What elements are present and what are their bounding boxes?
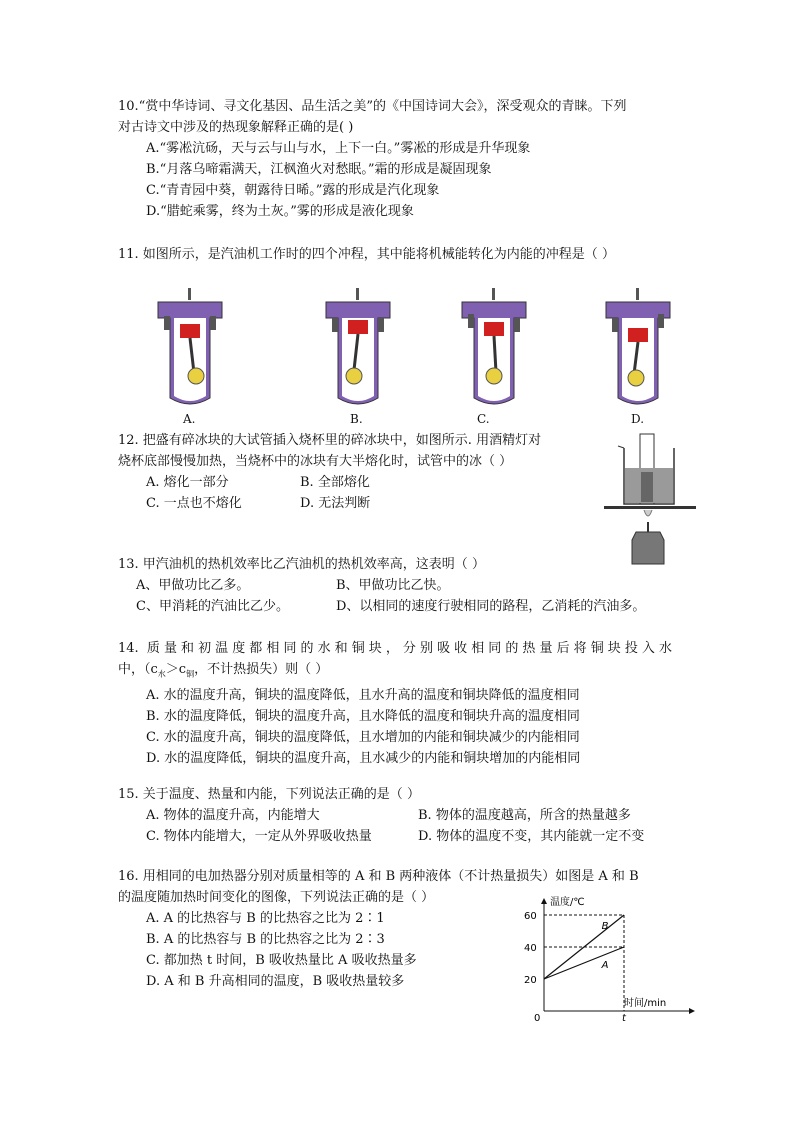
engine-label-c: C. xyxy=(477,412,490,426)
q15-option-d: D. 物体的温度不变，其内能就一定不变 xyxy=(418,829,645,844)
q13-option-b: B、甲做功比乙快。 xyxy=(336,578,450,593)
question-10 xyxy=(118,96,698,222)
engine-label-a: A. xyxy=(183,412,196,426)
q13-option-d: D、以相同的速度行驶相同的路程，乙消耗的汽油多。 xyxy=(336,599,646,614)
q10-stem-line2: 对古诗文中涉及的热现象解释正确的是( ) xyxy=(118,120,354,135)
temperature-time-chart xyxy=(520,893,700,1023)
y-axis-label: 温度/℃ xyxy=(550,897,585,908)
question-15 xyxy=(118,784,698,847)
series-line-A xyxy=(544,947,624,979)
q14-option-d: D. 水的温度降低，铜块的温度升高，且水减少的内能和铜块增加的内能相同 xyxy=(146,750,581,766)
q12-option-c: C. 一点也不熔化 xyxy=(146,496,242,511)
q16-option-c: C. 都加热 t 时间，B 吸收热量比 A 吸收热量多 xyxy=(146,953,417,968)
q14-sub-copper: 铜 xyxy=(186,669,195,679)
q11-stem: 11. 如图所示，是汽油机工作时的四个冲程，其中能将机械能转化为内能的冲程是（ ） xyxy=(118,247,615,262)
q10-option-c: C.“青青园中葵，朝露待日晞。”露的形成是汽化现象 xyxy=(146,183,440,198)
y-tick-20: 20 xyxy=(524,975,537,986)
q15-stem: 15. 关于温度、热量和内能，下列说法正确的是（ ） xyxy=(118,787,420,802)
x-axis-label: 时间/min xyxy=(624,998,667,1009)
q10-option-a: A.“雾凇沆砀，天与云与山与水，上下一白。”雾凇的形成是升华现象 xyxy=(146,141,531,156)
q10-option-b: B.“月落乌啼霜满天，江枫渔火对愁眠。”霜的形成是凝固现象 xyxy=(146,162,492,177)
q12-option-d: D. 无法判断 xyxy=(300,496,371,511)
q12-stem-line2: 烧杯底部慢慢加热，当烧杯中的冰块有大半熔化时，试管中的冰（ ） xyxy=(118,454,513,469)
engine-label-d: D. xyxy=(631,412,645,426)
q12-option-b: B. 全部熔化 xyxy=(300,475,370,490)
q12-option-a: A. 熔化一部分 xyxy=(146,475,229,490)
q16-stem-line2: 的温度随加热时间变化的图像，下列说法正确的是（ ） xyxy=(118,890,435,905)
q14-sub-water: 水 xyxy=(157,669,166,679)
q15-option-a: A. 物体的温度升高，内能增大 xyxy=(146,808,320,823)
q14-option-a: A. 水的温度升高，铜块的温度降低，且水升高的温度和铜块降低的温度相同 xyxy=(146,687,580,703)
q15-option-b: B. 物体的温度越高，所含的热量越多 xyxy=(418,808,631,823)
x-tick-t: t xyxy=(622,1013,626,1023)
q14-option-c: C. 水的温度升高，铜块的温度降低，且水增加的内能和铜块减少的内能相同 xyxy=(146,729,580,745)
q13-option-a: A、甲做功比乙多。 xyxy=(136,578,250,593)
q13-stem: 13. 甲汽油机的热机效率比乙汽油机的热机效率高，这表明（ ） xyxy=(118,557,485,572)
question-14 xyxy=(118,638,672,769)
q10-stem-line1: 10.“赏中华诗词、寻文化基因、品生活之美”的《中国诗词大会》，深受观众的青睐。下列 xyxy=(118,99,627,114)
q13-option-c: C、甲消耗的汽油比乙少。 xyxy=(136,599,289,614)
q16-option-b: B. A 的比热容与 B 的比热容之比为 2∶3 xyxy=(146,932,385,947)
q16-option-a: A. A 的比热容与 B 的比热容之比为 2∶1 xyxy=(146,911,385,926)
engine-label-b: B. xyxy=(350,412,363,426)
engine-stroke-a-figure xyxy=(150,288,230,408)
y-tick-60: 60 xyxy=(524,911,537,922)
question-12 xyxy=(118,430,598,514)
beaker-alcohol-lamp-figure xyxy=(604,432,696,572)
y-tick-40: 40 xyxy=(524,943,537,954)
q14-option-b: B. 水的温度降低，铜块的温度升高，且水降低的温度和铜块升高的温度相同 xyxy=(146,708,580,724)
engine-stroke-c-figure xyxy=(454,288,534,408)
engine-stroke-d-figure xyxy=(598,288,678,408)
engine-stroke-b-figure xyxy=(318,288,398,408)
question-13 xyxy=(118,554,698,617)
question-11 xyxy=(118,244,698,265)
series-label-A: A xyxy=(601,959,609,971)
q14-stem-line1: 14. 质量和初温度都相同的水和铜块，分别吸收相同的热量后将铜块投入水 xyxy=(118,641,672,656)
q14-stem-line2: 中，（$c_水>c_铜$，不计热损失）则（ ） xyxy=(118,662,329,679)
q15-option-c: C. 物体内能增大，一定从外界吸收热量 xyxy=(146,829,372,844)
q10-option-d: D.“腊蛇乘雾，终为土灰。”雾的形成是液化现象 xyxy=(146,204,414,219)
q16-option-d: D. A 和 B 升高相同的温度，B 吸收热量较多 xyxy=(146,974,405,989)
x-tick-0: 0 xyxy=(534,1013,541,1023)
q12-stem-line1: 12. 把盛有碎冰块的大试管插入烧杯里的碎冰块中，如图所示. 用酒精灯对 xyxy=(118,433,542,448)
q16-stem-line1: 16. 用相同的电加热器分别对质量相等的 A 和 B 两种液体（不计热量损失）如图是 A 和 B xyxy=(118,869,639,884)
series-label-B: B xyxy=(601,920,609,932)
